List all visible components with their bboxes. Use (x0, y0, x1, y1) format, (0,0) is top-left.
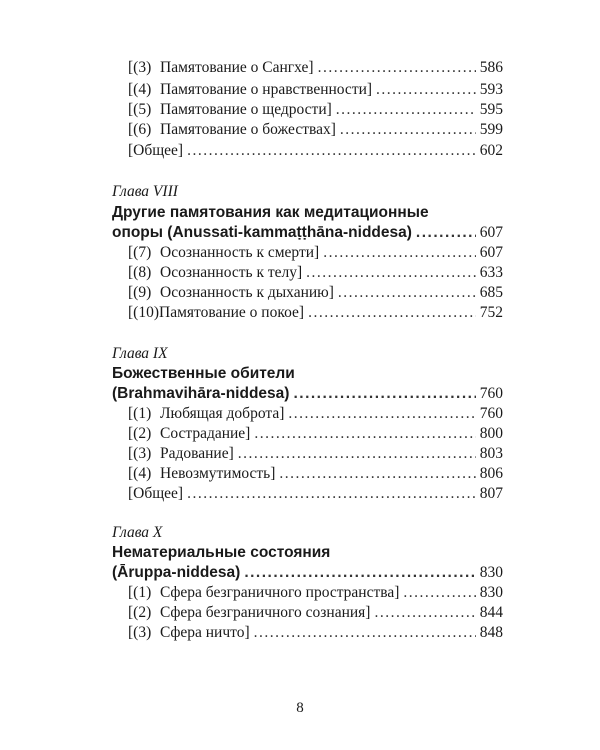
entry-title: [Общее] (128, 142, 184, 159)
entry-number: [(7) (128, 244, 152, 261)
chapter-heading: Глава VIII (112, 183, 178, 200)
entry-title: Любящая доброта] (160, 405, 285, 422)
toc-entry (128, 603, 503, 623)
dot-leader (376, 80, 476, 100)
dot-leader (403, 583, 475, 603)
toc-entry (128, 263, 503, 283)
toc-entry (128, 623, 503, 643)
toc-entry (128, 120, 503, 140)
chapter-title-pali: (Āruppa-niddesa) (112, 564, 241, 581)
toc-entry (128, 283, 503, 303)
entry-title: Осознанность к дыханию] (160, 284, 334, 301)
entry-page: 760 (479, 405, 503, 422)
toc-entry (128, 424, 503, 444)
dot-leader (244, 563, 475, 583)
entry-title: Памятование о Сангхе] (160, 59, 314, 76)
entry-title: Памятование о божествах] (160, 121, 336, 138)
entry-number: [(1) (128, 405, 152, 422)
dot-leader (308, 303, 476, 323)
entry-title: [Общее] (128, 485, 184, 502)
dot-leader (187, 484, 476, 504)
dot-leader (336, 100, 476, 120)
chapter-title: Божественные обители (112, 365, 295, 382)
toc-entry (128, 58, 503, 78)
entry-title: Памятование о покое] (159, 304, 305, 321)
entry-number: [(2) (128, 604, 152, 621)
entry-number: [(6) (128, 121, 152, 138)
entry-number: [(4) (128, 81, 152, 98)
dot-leader (238, 444, 476, 464)
dot-leader (254, 424, 475, 444)
entry-title: Осознанность к смерти] (160, 244, 320, 261)
entry-page: 807 (479, 485, 503, 502)
toc-entry (128, 484, 503, 504)
entry-page: 595 (479, 101, 503, 118)
entry-number: [(8) (128, 264, 152, 281)
entry-page: 593 (479, 81, 503, 98)
entry-title: Сфера безграничного пространства] (160, 584, 400, 601)
entry-page: 633 (479, 264, 503, 281)
entry-title: Сфера безграничного сознания] (160, 604, 371, 621)
entry-page: 602 (479, 142, 503, 159)
dot-leader (374, 603, 475, 623)
dot-leader (416, 223, 476, 243)
toc-entry (128, 444, 503, 464)
toc-entry (128, 80, 503, 100)
entry-page: 599 (479, 121, 503, 138)
entry-page: 800 (479, 425, 503, 442)
entry-number: [(3) (128, 445, 152, 462)
chapter-page: 830 (479, 564, 503, 581)
entry-number: [(5) (128, 101, 152, 118)
entry-title: Радование] (160, 445, 234, 462)
dot-leader (340, 120, 476, 140)
entry-number: [(1) (128, 584, 152, 601)
toc-entry (128, 100, 503, 120)
entry-number: [(2) (128, 425, 152, 442)
entry-page: 607 (479, 244, 503, 261)
entry-title: Сфера ничто] (160, 624, 250, 641)
dot-leader (323, 243, 476, 263)
toc-entry (128, 583, 503, 603)
chapter-heading: Глава X (112, 524, 163, 541)
chapter-title-pali: опоры (Anussati-kammaṭṭhāna-niddesa) (112, 224, 412, 241)
toc-entry (128, 404, 503, 424)
entry-number: [(4) (128, 465, 152, 482)
dot-leader (338, 283, 476, 303)
chapter-title: Нематериальные состояния (112, 544, 331, 561)
dot-leader (187, 141, 476, 161)
dot-leader (288, 404, 475, 424)
entry-page: 830 (479, 584, 503, 601)
entry-number: [(3) (128, 624, 152, 641)
entry-number: [(10) (128, 304, 159, 321)
entry-page: 848 (479, 624, 503, 641)
chapter-title-line (112, 384, 503, 404)
dot-leader (254, 623, 476, 643)
toc-entry (128, 243, 503, 263)
chapter-title-pali: (Brahmavihāra-niddesa) (112, 385, 290, 402)
entry-title: Памятование о нравственности] (160, 81, 373, 98)
chapter-title-line (112, 563, 503, 583)
chapter-page: 760 (479, 385, 503, 402)
entry-page: 752 (479, 304, 503, 321)
toc-entry (128, 141, 503, 161)
dot-leader (279, 464, 475, 484)
entry-page: 685 (479, 284, 503, 301)
chapter-title: Другие памятования как медитационные (112, 204, 429, 221)
page-number: 8 (296, 700, 304, 716)
entry-title: Невозмутимость] (160, 465, 276, 482)
dot-leader (293, 384, 475, 404)
chapter-title-line (112, 223, 503, 243)
entry-page: 586 (479, 59, 503, 76)
entry-number: [(9) (128, 284, 152, 301)
entry-number: [(3) (128, 59, 152, 76)
dot-leader (318, 58, 476, 78)
entry-title: Сострадание] (160, 425, 251, 442)
entry-page: 803 (479, 445, 503, 462)
chapter-heading: Глава IX (112, 345, 168, 362)
entry-page: 844 (479, 604, 503, 621)
entry-page: 806 (479, 465, 503, 482)
entry-title: Осознанность к телу] (160, 264, 303, 281)
toc-entry (128, 303, 503, 323)
dot-leader (306, 263, 476, 283)
entry-title: Памятование о щедрости] (160, 101, 332, 118)
chapter-page: 607 (479, 224, 503, 241)
toc-entry (128, 464, 503, 484)
